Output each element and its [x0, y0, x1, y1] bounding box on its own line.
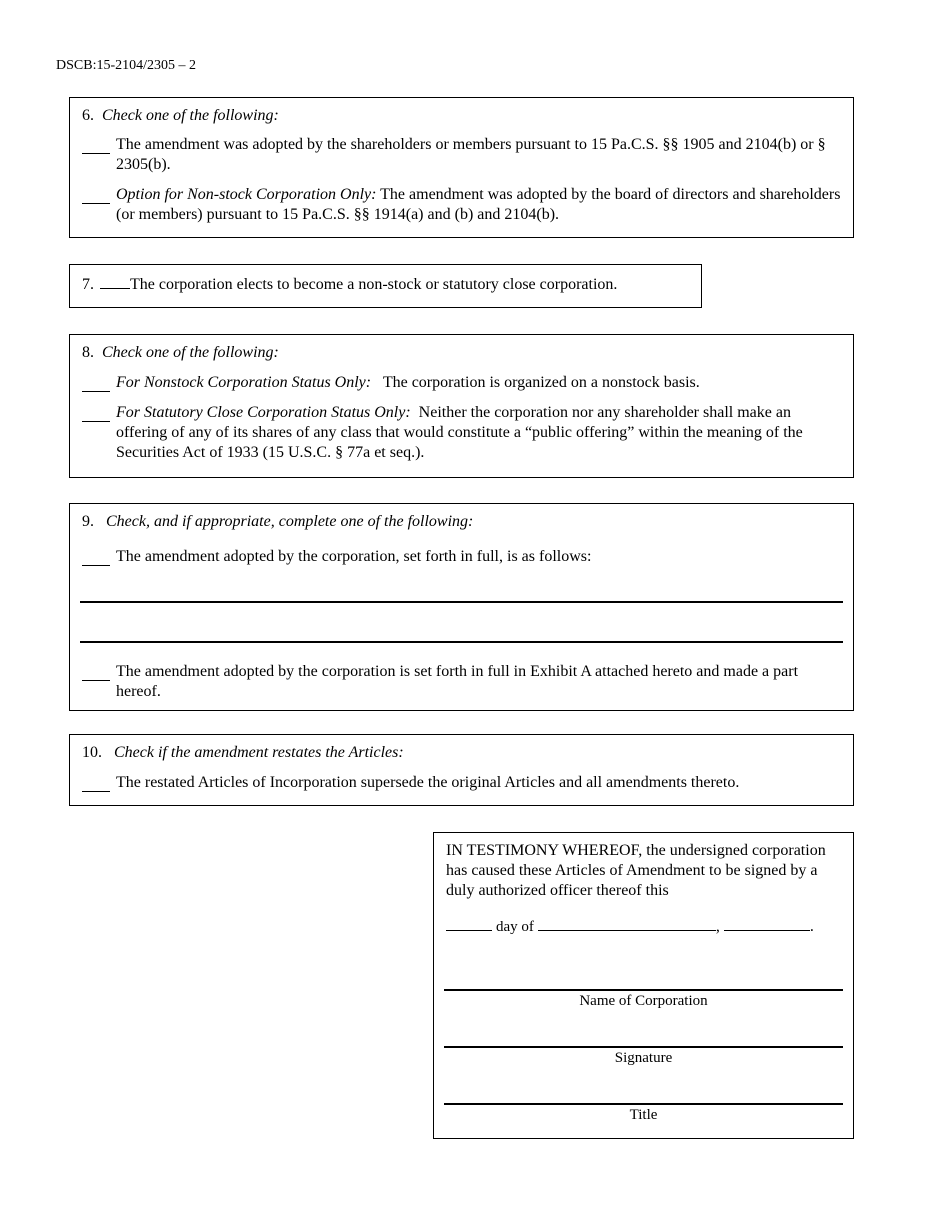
section-8-number: 8.	[82, 344, 94, 361]
form-id-header: DSCB:15-2104/2305 – 2	[56, 58, 197, 73]
section-8-option-1-checkbox-blank[interactable]	[82, 376, 110, 392]
section-8-box	[69, 334, 854, 478]
month-blank[interactable]	[538, 915, 716, 931]
section-7-line	[82, 273, 617, 295]
section-7-checkbox-blank[interactable]	[100, 273, 130, 289]
section-9-option-1-checkbox-blank[interactable]	[82, 550, 110, 566]
section-8-option-2-body: Neither the corporation nor any shareholder shall make an offering of any of its shares of any class that would constitute a “public offering” within the meaning of the Securities Act of 1933 (15 U.S.C. § 77a et seq.).	[116, 404, 803, 461]
section-9-heading	[82, 512, 473, 532]
date-line	[446, 915, 814, 937]
signature-label: Signature	[614, 1050, 673, 1066]
section-10-option-1-text: The restated Articles of Incorporation supersede the original Articles and all amendments thereto.	[116, 774, 740, 791]
section-10-title: Check if the amendment restates the Articles:	[114, 744, 404, 761]
section-10-heading	[82, 743, 404, 763]
section-9-option-2-checkbox-blank[interactable]	[82, 665, 110, 681]
section-8-option-2	[82, 403, 841, 463]
date-comma: ,	[715, 918, 720, 935]
section-6-heading	[82, 106, 279, 126]
section-8-heading	[82, 343, 279, 363]
section-6-option-2-italic: Option for Non-stock Corporation Only:	[116, 186, 377, 203]
section-6-option-2	[82, 185, 841, 225]
section-6-option-2-checkbox-blank[interactable]	[82, 188, 110, 204]
section-9-option-1	[82, 547, 841, 567]
section-6-option-2-text	[116, 185, 841, 225]
section-10-option-1-checkbox-blank[interactable]	[82, 776, 110, 792]
section-6-option-1	[82, 135, 841, 175]
testimony-box	[433, 832, 854, 1139]
section-10-option-1	[82, 773, 841, 793]
section-8-option-1-body: The corporation is organized on a nonstock basis.	[371, 374, 700, 391]
amendment-text-line-2[interactable]	[80, 641, 843, 643]
section-8-title: Check one of the following:	[102, 344, 279, 361]
section-8-option-2-italic: For Statutory Close Corporation Status Only:	[116, 404, 411, 421]
amendment-text-line-1[interactable]	[80, 601, 843, 603]
section-9-option-1-text: The amendment adopted by the corporation, set forth in full, is as follows:	[116, 548, 592, 565]
section-6-option-1-text: The amendment was adopted by the shareholders or members pursuant to 15 Pa.C.S. §§ 1905 and 2104(b) or § 2305(b).	[116, 136, 826, 173]
day-blank[interactable]	[446, 915, 492, 931]
year-blank[interactable]	[724, 915, 810, 931]
section-8-option-2-checkbox-blank[interactable]	[82, 406, 110, 422]
section-6-option-2-body: The amendment was adopted by the board of directors and shareholders (or members) pursuant to 15 Pa.C.S. §§ 1914(a) and (b) and 2104(b).	[116, 186, 841, 223]
section-7-text: The corporation elects to become a non-stock or statutory close corporation.	[130, 276, 618, 293]
section-7-number: 7.	[82, 276, 94, 293]
section-10-box	[69, 734, 854, 806]
corporation-name-label: Name of Corporation	[579, 993, 708, 1009]
section-6-option-1-checkbox-blank[interactable]	[82, 138, 110, 154]
section-8-option-1-text	[116, 373, 841, 393]
section-8-option-1-italic: For Nonstock Corporation Status Only:	[116, 374, 372, 391]
section-9-title: Check, and if appropriate, complete one of the following:	[106, 513, 474, 530]
section-7-box	[69, 264, 702, 308]
title-label: Title	[629, 1107, 658, 1123]
section-9-box	[69, 503, 854, 711]
day-of-label: day of	[496, 919, 534, 935]
date-period: .	[809, 918, 814, 935]
section-9-number: 9.	[82, 513, 94, 530]
section-10-number: 10.	[82, 744, 102, 761]
section-6-number: 6.	[82, 107, 94, 124]
section-6-box	[69, 97, 854, 238]
section-8-option-1	[82, 373, 841, 393]
testimony-text: IN TESTIMONY WHEREOF, the undersigned corporation has caused these Articles of Amendment to be signed by a duly authorized officer thereof this	[446, 842, 826, 899]
section-9-option-2-text: The amendment adopted by the corporation is set forth in full in Exhibit A attached hereto and made a part hereof.	[116, 663, 799, 700]
section-9-option-2	[82, 662, 841, 702]
section-8-option-2-text	[116, 403, 841, 463]
section-6-title: Check one of the following:	[102, 107, 279, 124]
